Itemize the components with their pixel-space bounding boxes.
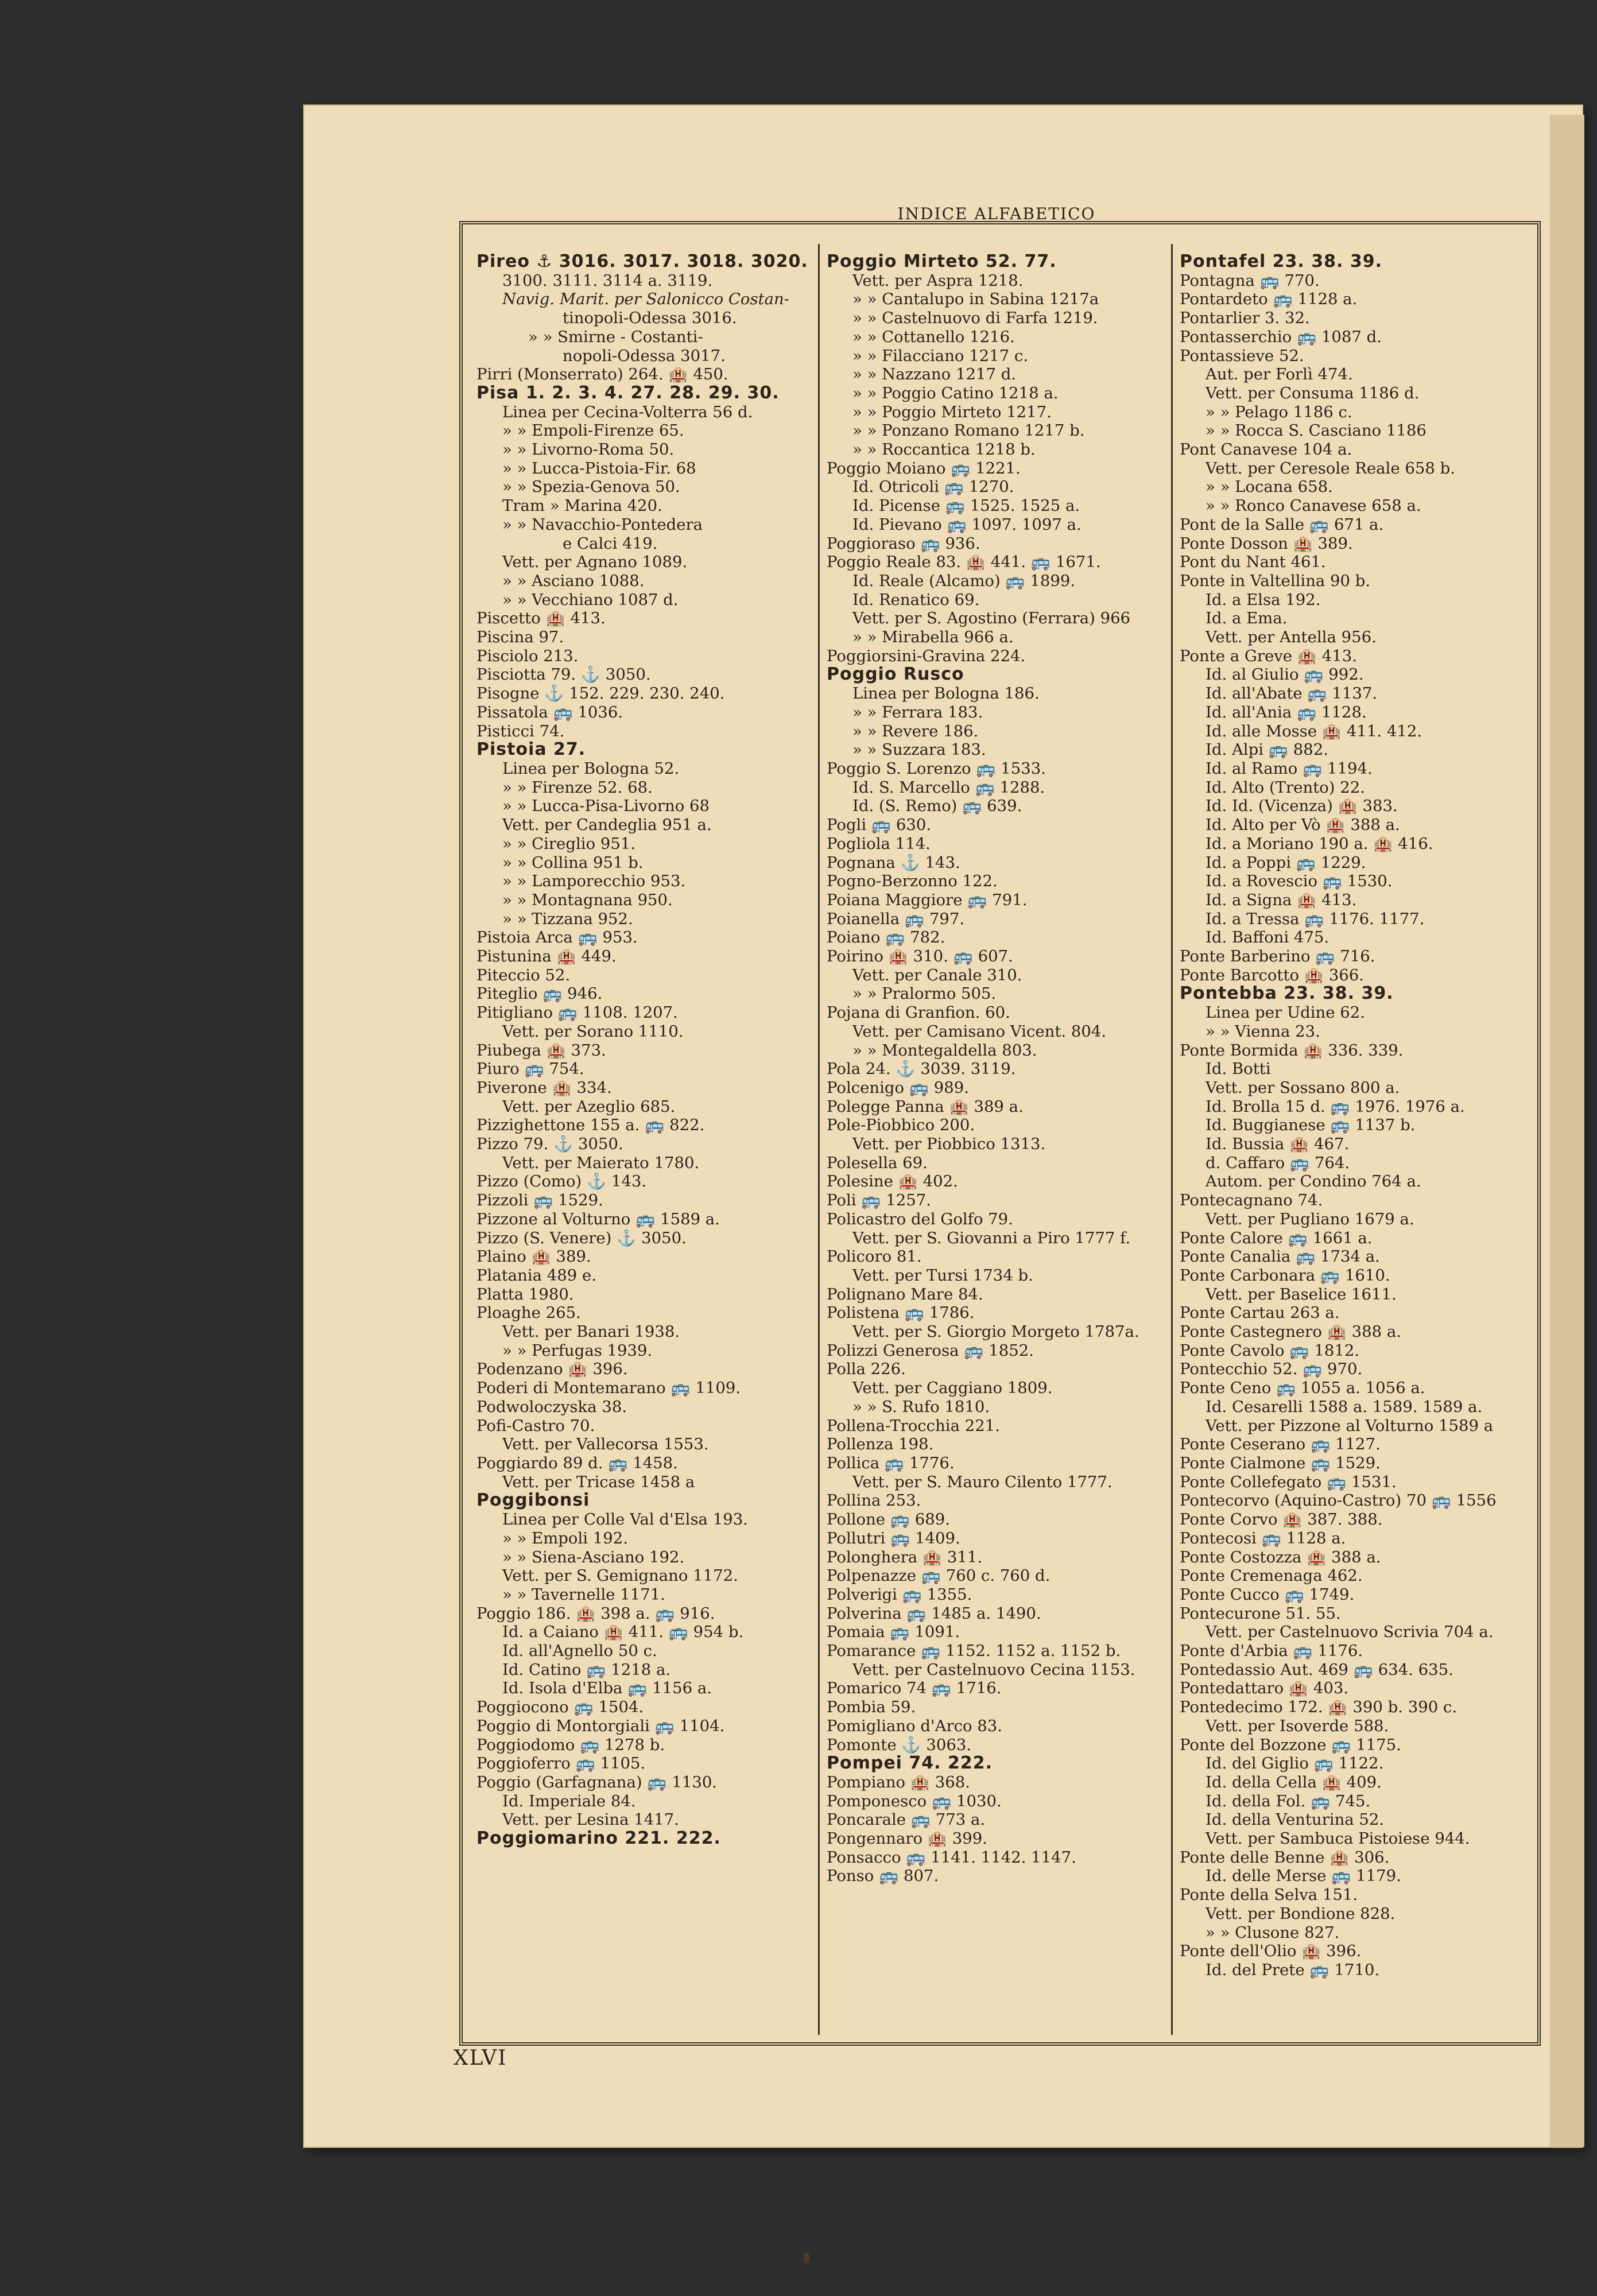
index-entry: » » Firenze 52. 68.	[502, 778, 653, 797]
index-entry: Pogno-Berzonno 122.	[827, 872, 998, 891]
index-entry: Id. della Venturina 52.	[1205, 1810, 1385, 1829]
index-entry: Pomarico 74 🚌 1716.	[827, 1679, 1002, 1698]
index-entry: Id. della Fol. 🚌 745.	[1205, 1791, 1371, 1810]
index-entry: Polla 226.	[827, 1360, 906, 1379]
index-column-3	[1180, 253, 1515, 2032]
index-entry: » » S. Rufo 1810.	[852, 1397, 990, 1416]
index-entry: Pomponesco 🚌 1030.	[827, 1791, 1002, 1810]
index-entry: tinopoli-Odessa 3016.	[563, 309, 737, 328]
index-entry: Pontedattaro 🏨 403.	[1180, 1679, 1349, 1698]
index-entry: Poggio di Montorgiali 🚌 1104.	[476, 1716, 725, 1735]
index-entry: Vett. per Candeglia 951 a.	[502, 816, 712, 835]
index-entry: » » Empoli 192.	[502, 1529, 629, 1548]
index-column-1	[476, 253, 812, 2032]
index-entry: Aut. per Forlì 474.	[1205, 365, 1353, 384]
index-entry: Pollenza 198.	[827, 1435, 934, 1454]
index-entry: Ponte Bormida 🏨 336. 339.	[1180, 1041, 1404, 1060]
index-entry: Vett. per Sossano 800 a.	[1205, 1078, 1400, 1097]
index-entry: Vett. per S. Giorgio Morgeto 1787a.	[852, 1322, 1139, 1341]
index-entry: Ponte delle Benne 🏨 306.	[1180, 1848, 1390, 1867]
index-entry: » » Poggio Mirteto 1217.	[852, 402, 1052, 421]
index-entry: Platania 489 e.	[476, 1266, 597, 1285]
index-entry: » » Pralormo 505.	[852, 984, 997, 1003]
index-entry: Policoro 81.	[827, 1247, 922, 1266]
index-entry: Pontedecimo 172. 🏨 390 b. 390 c.	[1180, 1698, 1458, 1717]
index-entry: Ponte Canalia 🚌 1734 a.	[1180, 1247, 1380, 1266]
index-entry: Ponte del Bozzone 🚌 1175.	[1180, 1735, 1401, 1754]
index-entry: Poncarale 🚌 773 a.	[827, 1810, 986, 1829]
index-entry: Vett. per Bondione 828.	[1205, 1904, 1396, 1923]
index-heading: Pontebba 23. 38. 39.	[1180, 984, 1394, 1004]
index-entry: » » Lucca-Pistoia-Fir. 68	[502, 459, 696, 478]
index-entry: Vett. per Banari 1938.	[502, 1322, 680, 1341]
index-entry: Ploaghe 265.	[476, 1304, 581, 1322]
index-entry: Pisticci 74.	[476, 722, 565, 740]
index-entry: » » Filacciano 1217 c.	[852, 346, 1029, 365]
index-heading: Pisa 1. 2. 3. 4. 27. 28. 29. 30.	[476, 383, 780, 403]
index-entry: Pontassieve 52.	[1180, 346, 1304, 365]
index-entry: Ponte d'Arbia 🚌 1176.	[1180, 1642, 1363, 1661]
index-entry: » » Montagnana 950.	[502, 890, 673, 909]
index-entry: Linea per Bologna 186.	[852, 684, 1040, 703]
index-entry: Vett. per S. Giovanni a Piro 1777 f.	[852, 1228, 1131, 1247]
index-entry: » » Navacchio-Pontedera	[502, 515, 703, 534]
index-entry: Pogli 🚌 630.	[827, 816, 932, 835]
index-entry: Poggiodomo 🚌 1278 b.	[476, 1735, 665, 1754]
index-entry: Tram » Marina 420.	[502, 497, 662, 515]
index-heading: Pontafel 23. 38. 39.	[1180, 253, 1382, 272]
index-entry: Ponso 🚌 807.	[827, 1867, 939, 1886]
index-entry: Vett. per Baselice 1611.	[1205, 1285, 1397, 1304]
index-entry: Id. al Ramo 🚌 1194.	[1205, 759, 1373, 778]
column-divider	[818, 244, 820, 2035]
index-entry: Id. a Rovescio 🚌 1530.	[1205, 872, 1393, 891]
index-entry: Id. Baffoni 475.	[1205, 928, 1329, 947]
index-entry: Poirino 🏨 310. 🚌 607.	[827, 947, 1013, 966]
index-entry: Id. del Giglio 🚌 1122.	[1205, 1754, 1384, 1773]
index-entry: » » Poggio Catino 1218 a.	[852, 383, 1059, 402]
index-entry: » » Livorno-Roma 50.	[502, 440, 675, 459]
index-entry: Pola 24. ⚓ 3039. 3119.	[827, 1060, 1016, 1079]
index-entry: Poggio Reale 83. 🏨 441. 🚌 1671.	[827, 553, 1101, 572]
index-entry: Id. Alpi 🚌 882.	[1205, 740, 1328, 759]
index-entry: Piuro 🚌 754.	[476, 1060, 584, 1079]
index-entry: Pollutri 🚌 1409.	[827, 1529, 960, 1548]
index-heading: Poggio Mirteto 52. 77.	[827, 253, 1057, 272]
index-entry: Pomaia 🚌 1091.	[827, 1623, 960, 1642]
index-entry: Polcenigo 🚌 989.	[827, 1078, 970, 1097]
index-entry: Pistunina 🏨 449.	[476, 947, 617, 966]
index-entry: Pontasserchio 🚌 1087 d.	[1180, 327, 1382, 346]
index-heading: Poggio Rusco	[827, 665, 964, 685]
index-entry: Ponte Costozza 🏨 388 a.	[1180, 1548, 1381, 1566]
index-entry: Vett. per Consuma 1186 d.	[1205, 383, 1420, 402]
index-entry: Pognana ⚓ 143.	[827, 853, 960, 872]
index-entry: Pollone 🚌 689.	[827, 1510, 951, 1529]
index-entry: Pizzo 79. ⚓ 3050.	[476, 1135, 623, 1154]
index-entry: Polizzi Generosa 🚌 1852.	[827, 1341, 1034, 1360]
index-entry: Piteccio 52.	[476, 965, 571, 984]
index-entry: Vett. per S. Gemignano 1172.	[502, 1566, 738, 1585]
index-entry: Id. al Giulio 🚌 992.	[1205, 665, 1364, 684]
index-entry: Piscina 97.	[476, 628, 564, 647]
index-entry: Id. a Ema.	[1205, 609, 1288, 628]
index-entry: Pomarance 🚌 1152. 1152 a. 1152 b.	[827, 1642, 1121, 1661]
index-entry: Poianella 🚌 797.	[827, 909, 965, 928]
index-entry: Id. Reale (Alcamo) 🚌 1899.	[852, 571, 1076, 590]
index-entry: Vett. per Camisano Vicent. 804.	[852, 1022, 1107, 1041]
index-column-2	[827, 253, 1162, 2032]
index-entry: Piubega 🏨 373.	[476, 1041, 606, 1060]
index-entry: Ponte dell'Olio 🏨 396.	[1180, 1942, 1362, 1961]
index-entry: Vett. per Pugliano 1679 a.	[1205, 1209, 1414, 1228]
index-entry: Pollena-Trocchia 221.	[827, 1416, 1000, 1435]
index-entry: Id. all'Ania 🚌 1128.	[1205, 703, 1367, 722]
index-entry: Pomigliano d'Arco 83.	[827, 1716, 1003, 1735]
index-entry: Vett. per Maierato 1780.	[502, 1153, 700, 1172]
index-entry: Pomonte ⚓ 3063.	[827, 1735, 972, 1754]
index-entry: Pizzoli 🚌 1529.	[476, 1191, 603, 1210]
index-entry: Vett. per Tricase 1458 a	[502, 1472, 695, 1491]
index-entry: » » Ferrara 183.	[852, 703, 983, 722]
index-entry: Ponte Cavolo 🚌 1812.	[1180, 1341, 1360, 1360]
index-entry: Policastro del Golfo 79.	[827, 1209, 1013, 1228]
index-entry: Platta 1980.	[476, 1285, 574, 1304]
index-entry: Id. Alto (Trento) 22.	[1205, 778, 1365, 797]
index-heading: Poggiomarino 221. 222.	[476, 1829, 721, 1848]
index-entry: Pole-Piobbico 200.	[827, 1116, 975, 1135]
index-entry: Ponte Cartau 263 a.	[1180, 1304, 1340, 1322]
index-entry: Pontedassio Aut. 469 🚌 634. 635.	[1180, 1660, 1453, 1679]
index-entry: Poggiardo 89 d. 🚌 1458.	[476, 1454, 678, 1472]
index-entry: Vett. per Castelnuovo Scrivia 704 a.	[1205, 1623, 1494, 1642]
index-entry: Pizzo (Como) ⚓ 143.	[476, 1172, 647, 1191]
index-entry: Pistoia Arca 🚌 953.	[476, 928, 638, 947]
index-entry: Vett. per Aspra 1218.	[852, 271, 1024, 290]
index-entry: Polverigi 🚌 1355.	[827, 1585, 972, 1604]
index-entry: Poli 🚌 1257.	[827, 1191, 931, 1210]
page-header: INDICE ALFABETICO	[897, 204, 1096, 223]
index-entry: Ponsacco 🚌 1141. 1142. 1147.	[827, 1848, 1076, 1867]
index-entry: Piverone 🏨 334.	[476, 1078, 612, 1097]
index-entry: Ponte Cucco 🚌 1749.	[1180, 1585, 1355, 1604]
index-entry: Id. (S. Remo) 🚌 639.	[852, 797, 1022, 816]
index-entry: Polpenazze 🚌 760 c. 760 d.	[827, 1566, 1051, 1585]
index-entry: Vett. per Piobbico 1313.	[852, 1135, 1046, 1154]
index-entry: Polesella 69.	[827, 1153, 928, 1172]
index-entry: » » Lamporecchio 953.	[502, 872, 686, 891]
index-entry: Ponte Barcotto 🏨 366.	[1180, 965, 1365, 984]
index-entry: Poggio (Garfagnana) 🚌 1130.	[476, 1773, 718, 1791]
index-entry: Pisciolo 213.	[476, 646, 579, 665]
index-entry: Polesine 🏨 402.	[827, 1172, 958, 1191]
index-entry: Ponte Castegnero 🏨 388 a.	[1180, 1322, 1401, 1341]
index-entry: Poderi di Montemarano 🚌 1109.	[476, 1379, 741, 1398]
index-entry: Pontecchio 52. 🚌 970.	[1180, 1360, 1363, 1379]
index-entry: Pissatola 🚌 1036.	[476, 703, 623, 722]
index-entry: Pollina 253.	[827, 1491, 921, 1510]
index-entry: Vett. per Antella 956.	[1205, 628, 1377, 647]
index-entry: Plaino 🏨 389.	[476, 1247, 591, 1266]
index-entry: Pont du Nant 461.	[1180, 553, 1326, 572]
index-entry: Ponte in Valtellina 90 b.	[1180, 571, 1371, 590]
index-entry: Vett. per Ceresole Reale 658 b.	[1205, 459, 1455, 478]
index-entry: Pisogne ⚓ 152. 229. 230. 240.	[476, 684, 725, 703]
index-entry: » » Smirne - Costanti-	[528, 327, 703, 346]
index-entry: Id. a Poppi 🚌 1229.	[1205, 853, 1366, 872]
index-entry: » » Cireglio 951.	[502, 834, 636, 853]
index-entry: Id. Brolla 15 d. 🚌 1976. 1976 a.	[1205, 1097, 1465, 1116]
index-entry: Vett. per Isoverde 588.	[1205, 1716, 1389, 1735]
index-entry: Poiano 🚌 782.	[827, 928, 945, 947]
index-entry: Ponte Dosson 🏨 389.	[1180, 534, 1353, 553]
index-entry: Linea per Bologna 52.	[502, 759, 680, 778]
index-entry: Podenzano 🏨 396.	[476, 1360, 628, 1379]
index-entry: Vett. per Tursi 1734 b.	[852, 1266, 1033, 1285]
index-heading: Pireo ⚓ 3016. 3017. 3018. 3020.	[476, 253, 808, 272]
index-entry: Vett. per S. Agostino (Ferrara) 966	[852, 609, 1131, 628]
index-entry: 3100. 3111. 3114 a. 3119.	[502, 271, 713, 290]
index-entry: Poggiocono 🚌 1504.	[476, 1698, 644, 1717]
index-entry: Id. Alto per Vò 🏨 388 a.	[1205, 816, 1400, 835]
index-entry: Ponte Cialmone 🚌 1529.	[1180, 1454, 1381, 1472]
index-entry: Poiana Maggiore 🚌 791.	[827, 890, 1028, 909]
index-entry: Vett. per Canale 310.	[852, 965, 1022, 984]
index-entry: Pogliola 114.	[827, 834, 931, 853]
book-spine	[1550, 115, 1584, 2147]
index-entry: Id. Otricoli 🚌 1270.	[852, 478, 1014, 497]
index-entry: Pompiano 🏨 368.	[827, 1773, 971, 1791]
index-entry: Ponte Barberino 🚌 716.	[1180, 947, 1375, 966]
index-entry: Poggiorsini-Gravina 224.	[827, 646, 1026, 665]
index-entry: Pontarlier 3. 32.	[1180, 309, 1310, 328]
index-entry: Ponte Carbonara 🚌 1610.	[1180, 1266, 1390, 1285]
index-entry: » » Tizzana 952.	[502, 909, 633, 928]
index-entry: Ponte Cremenaga 462.	[1180, 1566, 1363, 1585]
index-entry: Vett. per Castelnuovo Cecina 1153.	[852, 1660, 1135, 1679]
index-entry: » » Empoli-Firenze 65.	[502, 421, 684, 440]
index-entry: Vett. per Azeglio 685.	[502, 1097, 676, 1116]
index-entry: Poggioraso 🚌 936.	[827, 534, 980, 553]
index-entry: Id. alle Mosse 🏨 411. 412.	[1205, 722, 1422, 740]
index-entry: » » Locana 658.	[1205, 478, 1333, 497]
index-entry: » » Cantalupo in Sabina 1217a	[852, 290, 1099, 309]
index-entry: Id. delle Merse 🚌 1179.	[1205, 1867, 1401, 1886]
index-entry: » » Pelago 1186 c.	[1205, 402, 1352, 421]
index-entry: Id. a Tressa 🚌 1176. 1177.	[1205, 909, 1425, 928]
index-entry: Pontecurone 51. 55.	[1180, 1604, 1341, 1623]
index-entry: Pontecagnano 74.	[1180, 1191, 1323, 1210]
index-entry: » » Ponzano Romano 1217 b.	[852, 421, 1085, 440]
index-entry: Ponte Collefegato 🚌 1531.	[1180, 1472, 1397, 1491]
index-entry: Id. Cesarelli 1588 a. 1589. 1589 a.	[1205, 1397, 1483, 1416]
index-entry: Pontecosi 🚌 1128 a.	[1180, 1529, 1346, 1548]
index-entry: Id. Id. (Vicenza) 🏨 383.	[1205, 797, 1398, 816]
index-entry: Vett. per Caggiano 1809.	[852, 1379, 1053, 1398]
index-entry: Id. a Elsa 192.	[1205, 590, 1321, 609]
index-entry: Poggio 186. 🏨 398 a. 🚌 916.	[476, 1604, 715, 1623]
index-entry: Id. Catino 🚌 1218 a.	[502, 1660, 671, 1679]
index-entry: » » Ronco Canavese 658 a.	[1205, 497, 1421, 515]
index-entry: » » Rocca S. Casciano 1186	[1205, 421, 1427, 440]
index-entry: Linea per Colle Val d'Elsa 193.	[502, 1510, 748, 1529]
index-entry: Navig. Marit. per Salonicco Costan-	[502, 290, 790, 309]
index-entry: Pofi-Castro 70.	[476, 1416, 595, 1435]
index-entry: Pizzighettone 155 a. 🚌 822.	[476, 1116, 705, 1135]
index-entry: » » Asciano 1088.	[502, 571, 645, 590]
index-entry: nopoli-Odessa 3017.	[563, 346, 726, 365]
index-entry: » » Perfugas 1939.	[502, 1341, 653, 1360]
index-entry: Id. a Moriano 190 a. 🏨 416.	[1205, 834, 1433, 853]
index-entry: Ponte a Greve 🏨 413.	[1180, 646, 1358, 665]
index-entry: Id. Isola d'Elba 🚌 1156 a.	[502, 1679, 712, 1698]
index-entry: Vett. per Lesina 1417.	[502, 1810, 679, 1829]
index-entry: Id. Renatico 69.	[852, 590, 980, 609]
index-entry: Polverina 🚌 1485 a. 1490.	[827, 1604, 1041, 1623]
index-entry: Vett. per S. Mauro Cilento 1777.	[852, 1472, 1113, 1491]
index-entry: » » Clusone 827.	[1205, 1923, 1340, 1942]
index-entry: Id. a Caiano 🏨 411. 🚌 954 b.	[502, 1623, 744, 1642]
index-entry: » » Mirabella 966 a.	[852, 628, 1014, 647]
column-divider	[1171, 244, 1173, 2035]
index-entry: Ponte Corvo 🏨 387. 388.	[1180, 1510, 1383, 1529]
index-entry: Id. Pievano 🚌 1097. 1097 a.	[852, 515, 1082, 534]
index-entry: » » Cottanello 1216.	[852, 327, 1015, 346]
index-entry: Id. a Signa 🏨 413.	[1205, 890, 1357, 909]
index-entry: Ponte Calore 🚌 1661 a.	[1180, 1228, 1373, 1247]
index-heading: Poggibonsi	[476, 1491, 590, 1511]
index-entry: Pirri (Monserrato) 264. 🏨 450.	[476, 365, 728, 384]
index-entry: Id. Picense 🚌 1525. 1525 a.	[852, 497, 1080, 515]
index-entry: » » Montegaldella 803.	[852, 1041, 1037, 1060]
index-entry: Id. all'Abate 🚌 1137.	[1205, 684, 1378, 703]
index-entry: Piscetto 🏨 413.	[476, 609, 606, 628]
index-entry: Pombia 59.	[827, 1698, 916, 1717]
index-entry: Poggioferro 🚌 1105.	[476, 1754, 646, 1773]
index-entry: Pitigliano 🚌 1108. 1207.	[476, 1003, 678, 1022]
index-entry: » » Vienna 23.	[1205, 1022, 1320, 1041]
index-entry: Id. Botti	[1205, 1060, 1271, 1079]
index-entry: Pontardeto 🚌 1128 a.	[1180, 290, 1358, 309]
index-entry: » » Lucca-Pisa-Livorno 68	[502, 797, 710, 816]
index-entry: Polignano Mare 84.	[827, 1285, 983, 1304]
index-entry: e Calci 419.	[563, 534, 658, 553]
index-entry: Pontecorvo (Aquino-Castro) 70 🚌 1556	[1180, 1491, 1497, 1510]
index-entry: Pontagna 🚌 770.	[1180, 271, 1320, 290]
index-entry: Pizzo (S. Venere) ⚓ 3050.	[476, 1228, 687, 1247]
index-entry: Id. all'Agnello 50 c.	[502, 1642, 657, 1661]
index-entry: Pongennaro 🏨 399.	[827, 1829, 988, 1848]
index-entry: » » Castelnuovo di Farfa 1219.	[852, 309, 1098, 328]
index-entry: Vett. per Agnano 1089.	[502, 553, 688, 572]
index-entry: Vett. per Sambuca Pistoiese 944.	[1205, 1829, 1470, 1848]
index-entry: Id. della Cella 🏨 409.	[1205, 1773, 1382, 1791]
index-entry: Id. Bussia 🏨 467.	[1205, 1135, 1350, 1154]
index-entry: Pont Canavese 104 a.	[1180, 440, 1352, 459]
index-entry: Ponte Ceno 🚌 1055 a. 1056 a.	[1180, 1379, 1425, 1398]
index-entry: Id. S. Marcello 🚌 1288.	[852, 778, 1045, 797]
index-entry: Piteglio 🚌 946.	[476, 984, 603, 1003]
index-entry: Podwoloczyska 38.	[476, 1397, 627, 1416]
index-entry: » » Spezia-Genova 50.	[502, 478, 680, 497]
index-entry: d. Caffaro 🚌 764.	[1205, 1153, 1350, 1172]
index-entry: Vett. per Sorano 1110.	[502, 1022, 684, 1041]
index-entry: Autom. per Condino 764 a.	[1205, 1172, 1421, 1191]
ink-spot	[804, 2253, 809, 2263]
index-entry: Pizzone al Volturno 🚌 1589 a.	[476, 1209, 720, 1228]
index-entry: » » Nazzano 1217 d.	[852, 365, 1017, 384]
index-entry: Pojana di Granfion. 60.	[827, 1003, 1010, 1022]
index-entry: Linea per Cecina-Volterra 56 d.	[502, 402, 753, 421]
index-entry: Pont de la Salle 🚌 671 a.	[1180, 515, 1384, 534]
index-entry: Ponte della Selva 151.	[1180, 1886, 1358, 1905]
index-entry: Vett. per Pizzone al Volturno 1589 a	[1205, 1416, 1494, 1435]
index-entry: Ponte Ceserano 🚌 1127.	[1180, 1435, 1381, 1454]
index-entry: Id. Buggianese 🚌 1137 b.	[1205, 1116, 1416, 1135]
index-entry: Linea per Udine 62.	[1205, 1003, 1365, 1022]
index-entry: Polistena 🚌 1786.	[827, 1304, 975, 1322]
index-entry: Vett. per Vallecorsa 1553.	[502, 1435, 709, 1454]
index-entry: Pollica 🚌 1776.	[827, 1454, 955, 1472]
index-heading: Pompei 74. 222.	[827, 1754, 993, 1773]
index-entry: » » Tavernelle 1171.	[502, 1585, 666, 1604]
index-entry: » » Roccantica 1218 b.	[852, 440, 1036, 459]
index-entry: » » Collina 951 b.	[502, 853, 644, 872]
index-entry: Poggio S. Lorenzo 🚌 1533.	[827, 759, 1046, 778]
index-entry: Pisciotta 79. ⚓ 3050.	[476, 665, 651, 684]
index-entry: Id. del Prete 🚌 1710.	[1205, 1960, 1380, 1979]
index-entry: » » Suzzara 183.	[852, 740, 986, 759]
page-number: XLVI	[453, 2046, 507, 2070]
index-entry: Polegge Panna 🏨 389 a.	[827, 1097, 1024, 1116]
index-entry: » » Siena-Asciano 192.	[502, 1548, 685, 1566]
index-entry: Id. Imperiale 84.	[502, 1791, 636, 1810]
index-entry: » » Revere 186.	[852, 722, 979, 740]
index-heading: Pistoia 27.	[476, 740, 586, 759]
index-entry: Poggio Moiano 🚌 1221.	[827, 459, 1021, 478]
index-entry: » » Vecchiano 1087 d.	[502, 590, 679, 609]
index-entry: Polonghera 🏨 311.	[827, 1548, 983, 1566]
